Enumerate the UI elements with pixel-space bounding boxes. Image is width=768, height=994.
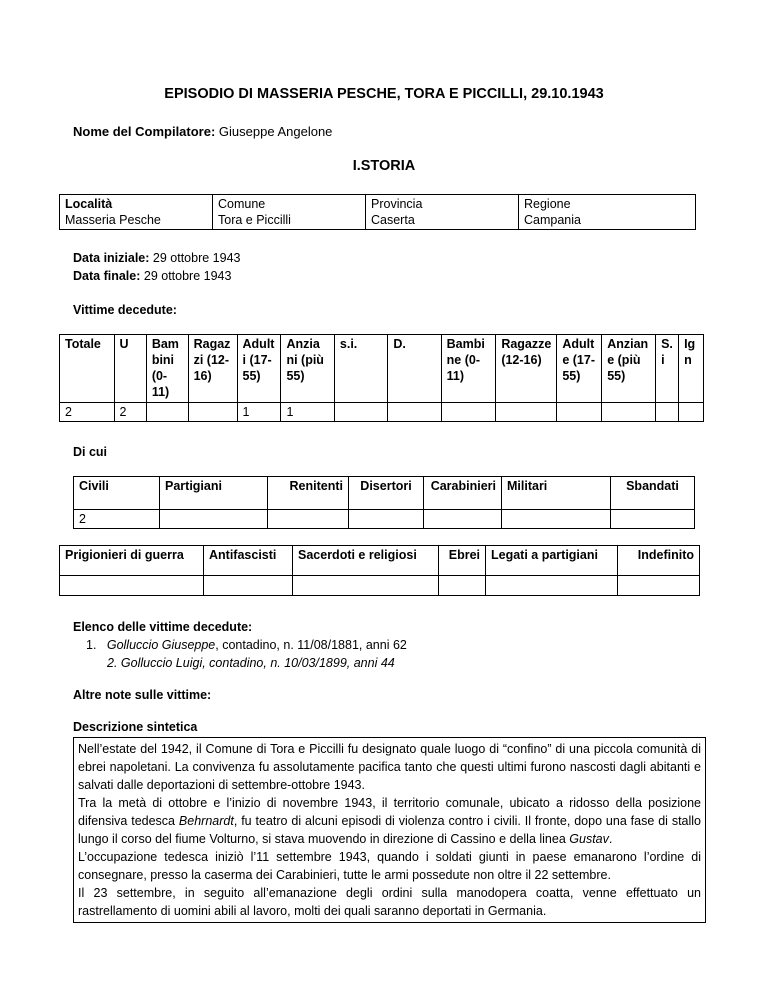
header-anziane [602, 335, 656, 403]
table-row [60, 403, 704, 422]
header-adulte [557, 335, 602, 403]
di-cui-label: Di cui [73, 445, 108, 459]
value-militari [502, 510, 611, 529]
description-text: Tra la metà di ottobre e l’inizio di novembre 1943, il territorio comunale, ubicato a ridosso della posizione difensiva tedesca [78, 796, 701, 828]
value-sbandati [611, 510, 695, 529]
comune-value: Tora e Piccilli [218, 213, 291, 227]
value-adulti: 1 [237, 403, 281, 422]
description-text: . [608, 832, 613, 846]
header-line: Anzia [286, 337, 320, 351]
value-renitenti [268, 510, 349, 529]
header-prigionieri: Prigionieri di guerra [60, 546, 204, 576]
header-line: ni (più [286, 353, 324, 367]
location-cell [60, 195, 213, 230]
header-ign [679, 335, 704, 403]
victims-table [59, 334, 704, 422]
header-line: 55) [607, 369, 626, 383]
header-line: Bam [151, 337, 179, 351]
value-partigiani [160, 510, 268, 529]
description-paragraph: Nell’estate del 1942, il Comune di Tora e Piccilli fu designato quale luogo di “confino” di una piccola comunità di ebrei napoletani. La convivenza fu assolutamente pacifica tanto che questi ultimi furono nascosti dagli abitanti e salvati dalle deportazioni di settembre-ottobre 1943. [78, 742, 701, 792]
header-legati: Legati a partigiani [486, 546, 618, 576]
value-carabinieri [424, 510, 502, 529]
value-indefinito [618, 576, 700, 596]
value-civili: 2 [74, 510, 160, 529]
other-notes-label: Altre note sulle vittime: [73, 688, 212, 702]
header-civili: Civili [74, 477, 160, 510]
header-adulti [237, 335, 281, 403]
header-line: Adult [242, 337, 275, 351]
table-row [74, 477, 695, 510]
compiler-value: Giuseppe Angelone [218, 124, 333, 139]
header-line: S. [661, 337, 673, 351]
header-line: 11) [151, 385, 170, 399]
comune-cell [213, 195, 366, 230]
header-line: Anzian [607, 337, 649, 351]
description-paragraph: Il 23 settembre, in seguito all’emanazione degli ordini sulla manodopera coatta, venne effettuato un rastrellamento di uomini abili al lavoro, molti dei quali saranno deportati in Germania. [78, 886, 701, 918]
description-paragraph: L’occupazione tedesca iniziò l’11 settembre 1943, quando i soldati giunti in paese emanarono l’ordine di consegnare, presso la caserma dei Carabinieri, tutte le armi possedute non oltre il 22 settembre. [78, 850, 701, 882]
end-date-value: 29 ottobre 1943 [143, 269, 232, 283]
header-carabinieri: Carabinieri [424, 477, 502, 510]
value-si [334, 403, 388, 422]
value-disertori [349, 510, 424, 529]
end-date [73, 267, 240, 285]
victims-label: Vittime decedute: [73, 303, 177, 317]
header-renitenti: Renitenti [268, 477, 349, 510]
header-bambini [146, 335, 188, 403]
dates-block [73, 249, 240, 285]
victims-list-label: Elenco delle vittime decedute: [73, 620, 253, 634]
description-paragraph [78, 794, 701, 848]
value-ebrei [439, 576, 486, 596]
provincia-value: Caserta [371, 213, 415, 227]
header-line: 55) [286, 369, 305, 383]
categories-table [73, 476, 695, 529]
compiler-label: Nome del Compilatore: [73, 124, 216, 139]
header-sbandati: Sbandati [611, 477, 695, 510]
list-item [73, 636, 407, 654]
comune-header: Comune [218, 197, 266, 211]
header-ragazzi [188, 335, 237, 403]
description-text: , fu teatro di alcuni episodi di violenza contro i civili. Il fronte, dopo una fase di stallo lungo il corso del fiume Volturno, si stava muovendo in direzione di Cassino e della linea [78, 814, 702, 846]
value-ragazze [496, 403, 557, 422]
header-line: Ig [684, 337, 696, 351]
provincia-cell [366, 195, 519, 230]
categories-table-2 [59, 545, 700, 596]
table-row [60, 546, 700, 576]
header-line: 16) [193, 369, 212, 383]
description-label: Descrizione sintetica [73, 720, 198, 734]
list-item-number: 1. [86, 638, 97, 652]
description-box [73, 737, 706, 923]
header-line: Adult [562, 337, 595, 351]
table-row [74, 510, 695, 529]
page-title: EPISODIO DI MASSERIA PESCHE, TORA E PICCILLI, 29.10.1943 [164, 86, 604, 102]
header-line: (12-16) [501, 353, 542, 367]
value-bambini [146, 403, 188, 422]
value-ragazzi [188, 403, 237, 422]
value-u: 2 [114, 403, 146, 422]
header-line: zi (12- [193, 353, 230, 367]
header-ragazze [496, 335, 557, 403]
header-d: D. [388, 335, 441, 403]
value-adulte [557, 403, 602, 422]
header-line: i (17- [242, 353, 272, 367]
table-row [60, 195, 696, 230]
start-date-label: Data iniziale: [73, 251, 150, 265]
table-row [60, 576, 700, 596]
location-table [59, 194, 696, 230]
end-date-label: Data finale: [73, 269, 141, 283]
header-militari: Militari [502, 477, 611, 510]
list-item-name: Golluccio Giuseppe [106, 638, 216, 652]
description-text: Gustav [569, 832, 609, 846]
regione-header: Regione [524, 197, 571, 211]
header-line: Ragaz [193, 337, 231, 351]
description-text: Behrnardt [178, 814, 234, 828]
list-item [73, 654, 407, 672]
provincia-header: Provincia [371, 197, 423, 211]
header-line: 11) [446, 369, 465, 383]
list-item-number: 2. [107, 656, 118, 670]
header-totale: Totale [60, 335, 115, 403]
value-totale: 2 [60, 403, 115, 422]
list-item-name: Golluccio Luigi [120, 656, 203, 670]
header-line: ne (0- [446, 353, 480, 367]
location-header: Località [65, 197, 113, 211]
header-line: e (17- [562, 353, 595, 367]
header-disertori: Disertori [349, 477, 424, 510]
start-date [73, 249, 240, 267]
header-sacerdoti: Sacerdoti e religiosi [293, 546, 439, 576]
header-antifascisti: Antifascisti [204, 546, 293, 576]
value-prigionieri [60, 576, 204, 596]
location-value: Masseria Pesche [65, 213, 161, 227]
value-s-i [656, 403, 679, 422]
regione-value: Campania [524, 213, 581, 227]
header-ebrei: Ebrei [439, 546, 486, 576]
header-anziani [281, 335, 334, 403]
value-anziane [602, 403, 656, 422]
header-bambine [441, 335, 496, 403]
table-row [60, 335, 704, 403]
value-legati [486, 576, 618, 596]
header-u: U [114, 335, 146, 403]
header-si: s.i. [334, 335, 388, 403]
header-partigiani: Partigiani [160, 477, 268, 510]
header-line: e (più [607, 353, 641, 367]
regione-cell [519, 195, 696, 230]
value-bambine [441, 403, 496, 422]
section-title: I.STORIA [352, 158, 416, 174]
header-line: i [661, 353, 665, 367]
header-s-i [656, 335, 679, 403]
value-anziani: 1 [281, 403, 334, 422]
header-line: n [684, 353, 692, 367]
start-date-value: 29 ottobre 1943 [152, 251, 241, 265]
list-item-details: , contadino, n. 10/03/1899, anni 44 [202, 656, 395, 670]
value-d [388, 403, 441, 422]
header-line: 55) [242, 369, 261, 383]
value-ign [679, 403, 704, 422]
header-indefinito: Indefinito [618, 546, 700, 576]
header-line: bini [151, 353, 175, 367]
value-antifascisti [204, 576, 293, 596]
header-line: Bambi [446, 337, 485, 351]
header-line: Ragazze [501, 337, 552, 351]
header-line: 55) [562, 369, 581, 383]
list-item-details: , contadino, n. 11/08/1881, anni 62 [215, 638, 407, 652]
value-sacerdoti [293, 576, 439, 596]
header-line: (0- [151, 369, 168, 383]
victims-list [73, 618, 407, 672]
compiler-line [73, 124, 332, 139]
